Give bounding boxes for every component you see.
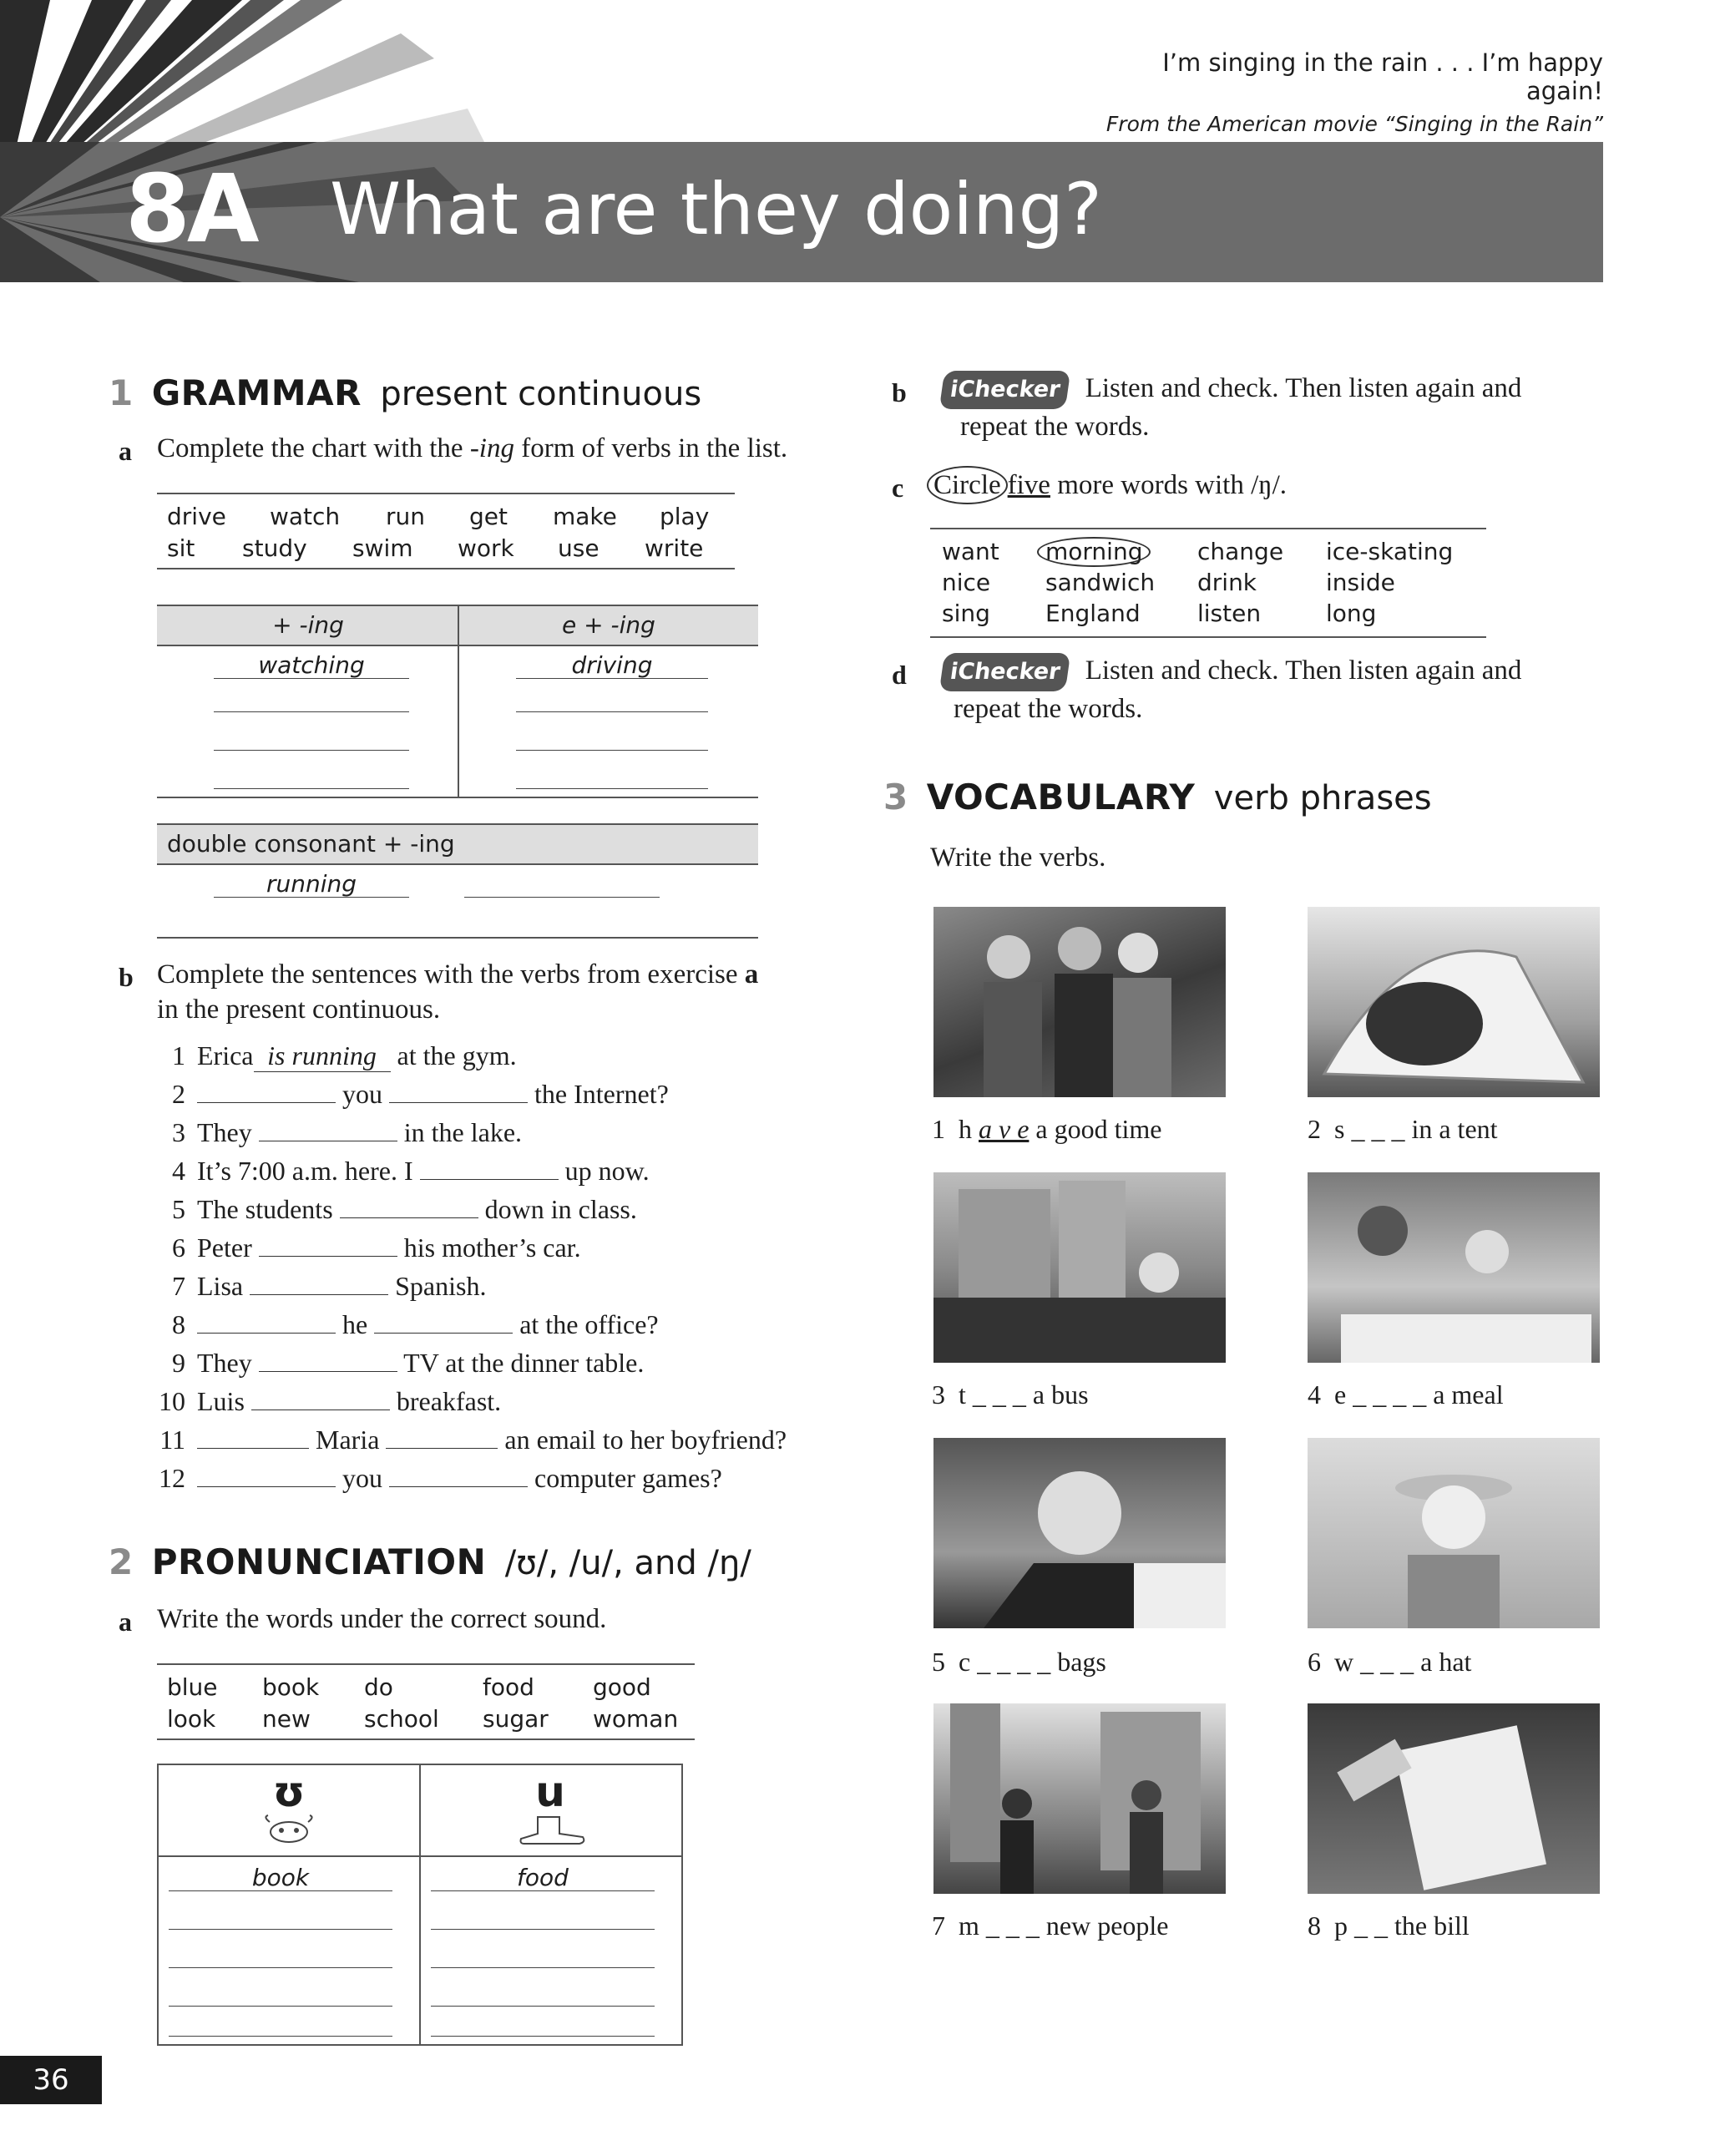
instruction-text: Listen and check. Then listen again and [1085, 373, 1522, 403]
answer-blank[interactable] [197, 1309, 336, 1334]
section-number: 2 [109, 1541, 134, 1582]
item-number: 4 [1308, 1379, 1321, 1409]
word[interactable]: long [1326, 600, 1377, 627]
section-subtitle: /ʊ/, /u/, and /ŋ/ [504, 1544, 751, 1582]
answer-blank[interactable] [259, 1117, 397, 1141]
exercise-letter: b [892, 377, 907, 407]
first-letter: p [1334, 1911, 1348, 1941]
word[interactable]: listen [1197, 600, 1262, 627]
grammar-heading [109, 372, 701, 413]
instruction-text: repeat the words. [954, 694, 1143, 725]
unit-number: 8A [125, 155, 256, 264]
verb-word: study [242, 534, 307, 562]
photo-party [933, 907, 1226, 1097]
answer-blank[interactable] [386, 1425, 498, 1449]
answer-blank[interactable] [389, 1463, 528, 1487]
sentence-text: he [342, 1309, 368, 1339]
answer-line[interactable] [169, 2036, 392, 2037]
vocab-item [1308, 1911, 1470, 1941]
rule [157, 568, 735, 569]
sentence-number: 5 [172, 1194, 185, 1224]
item-number: 5 [932, 1647, 945, 1677]
answer-line[interactable] [169, 2006, 392, 2007]
exercise-instruction: Write the words under the correct sound. [157, 1604, 607, 1634]
sentence-number: 7 [172, 1271, 185, 1301]
verb-word: work [458, 534, 514, 562]
chart-divider [458, 605, 459, 797]
instruction-text: in the present continuous. [157, 994, 441, 1025]
sentence-text: the Internet? [534, 1079, 669, 1109]
vocab-item [1308, 1647, 1471, 1678]
answer-line[interactable] [431, 1890, 655, 1891]
answer-blank[interactable] [389, 1079, 528, 1103]
exercise-instruction: Write the verbs. [930, 843, 1106, 873]
item-number: 1 [932, 1114, 945, 1144]
answer-line[interactable] [516, 711, 708, 712]
answer-blank[interactable] [259, 1232, 397, 1257]
sentence-number: 11 [159, 1425, 185, 1455]
phrase: a hat [1420, 1647, 1472, 1677]
first-letter: m [959, 1911, 979, 1941]
rule [157, 797, 758, 798]
item-number: 8 [1308, 1911, 1321, 1941]
section-subtitle: verb phrases [1213, 779, 1432, 817]
sentence-text: Lisa [197, 1271, 244, 1301]
verb-word: sit [167, 534, 195, 562]
sentence [134, 1040, 517, 1072]
phonetic-symbol: u [535, 1768, 565, 1816]
sentence-number: 9 [172, 1348, 185, 1378]
sentence-text: you [342, 1079, 382, 1109]
ichecker-badge[interactable]: iChecker [939, 371, 1071, 409]
vocab-item [932, 1379, 1089, 1410]
rule [930, 636, 1486, 638]
instruction-text: Complete the chart with the [157, 433, 470, 463]
page-number: 36 [0, 2056, 102, 2104]
first-letter: t [959, 1379, 966, 1409]
vocab-item [932, 1114, 1161, 1145]
section-number: 3 [883, 777, 908, 817]
word[interactable]: want [942, 538, 999, 565]
answer-blank[interactable] [340, 1194, 478, 1218]
phrase: a meal [1433, 1379, 1504, 1409]
answer-blank[interactable] [197, 1463, 336, 1487]
word: do [364, 1673, 393, 1701]
photo-carry-bags [933, 1438, 1226, 1628]
sentence-text: The students [197, 1194, 333, 1224]
sentence [134, 1309, 659, 1340]
item-number: 6 [1308, 1647, 1321, 1677]
double-consonant-label: double consonant + -ing [167, 830, 455, 858]
example-answer: running [266, 870, 357, 898]
item-number: 2 [1308, 1114, 1321, 1144]
sentence [134, 1463, 722, 1494]
exercise-letter: a [119, 436, 132, 466]
section-number: 1 [109, 372, 134, 413]
letter-blanks[interactable]: _ _ _ [972, 1379, 1026, 1409]
sentence-text: an email to her boyfriend? [504, 1425, 787, 1455]
first-letter: c [959, 1647, 971, 1677]
sentence [134, 1271, 486, 1302]
boot-icon [513, 1814, 588, 1847]
example-answer: is running [254, 1040, 391, 1072]
sentence-text: in the lake. [403, 1117, 523, 1147]
first-letter: s [1334, 1114, 1345, 1144]
sentence-number: 8 [172, 1309, 185, 1339]
word-list [167, 1673, 701, 1737]
word[interactable]: nice [942, 569, 991, 596]
sentence-text: Maria [316, 1425, 380, 1455]
sentence [134, 1194, 637, 1225]
answer-line[interactable] [464, 897, 660, 898]
example-answer: watching [258, 651, 365, 679]
item-number: 7 [932, 1911, 945, 1941]
verb-word: drive [167, 503, 226, 530]
sentence-text: computer games? [534, 1463, 722, 1493]
word[interactable]: inside [1326, 569, 1395, 596]
exercise-instruction [927, 466, 1287, 504]
rule [930, 528, 1486, 529]
phonetic-symbol: ʊ [272, 1768, 306, 1816]
sentence-text: Luis [197, 1386, 245, 1416]
letter-blanks[interactable]: _ _ [1354, 1911, 1388, 1941]
epigraph-source: From the American movie “Singing in the Rain” [1105, 112, 1603, 136]
first-letter: e [1334, 1379, 1347, 1409]
sentence-text: Peter [197, 1232, 252, 1263]
sentence-text: at the gym. [397, 1040, 517, 1070]
sentence-text: Spanish. [395, 1271, 487, 1301]
answer-blank[interactable] [197, 1079, 336, 1103]
answer-blank[interactable] [250, 1271, 388, 1295]
sentence-number: 10 [159, 1386, 185, 1416]
rule [157, 493, 735, 494]
rule [157, 1663, 695, 1665]
page-title: What are they doing? [330, 168, 1102, 251]
word: good [593, 1673, 651, 1701]
phrase: in a tent [1411, 1114, 1498, 1144]
sentence-number: 1 [172, 1040, 185, 1070]
vocab-item [932, 1911, 1169, 1941]
section-subtitle: present continuous [380, 375, 702, 413]
instruction-text: more words with /ŋ/. [1050, 470, 1287, 500]
sentence-text: down in class. [484, 1194, 637, 1224]
exercise-letter: c [892, 473, 904, 503]
rule [157, 937, 758, 939]
verb-word: use [558, 534, 600, 562]
vocab-item [1308, 1379, 1504, 1410]
phrase: the bill [1394, 1911, 1470, 1941]
chart-col-head [157, 611, 459, 639]
word: food [483, 1673, 534, 1701]
circled-example-word: morning [1037, 537, 1151, 567]
answer-line[interactable] [431, 1929, 655, 1930]
example-answer: book [251, 1864, 310, 1891]
sound-chart [157, 1764, 683, 2046]
exercise-letter: a [119, 1607, 132, 1637]
sentence-text: breakfast. [396, 1386, 502, 1416]
exercise-instruction [157, 957, 758, 1027]
sentence-text: at the office? [519, 1309, 659, 1339]
word[interactable]: sandwich [1045, 569, 1156, 596]
ichecker-badge[interactable]: iChecker [939, 653, 1071, 691]
phrase: bags [1057, 1647, 1106, 1677]
rule [157, 1738, 695, 1740]
photo-hat [1308, 1438, 1600, 1628]
instruction-text: form of verbs in the list. [514, 433, 788, 463]
photo-meet [933, 1703, 1226, 1894]
sentence-text: TV at the dinner table. [403, 1348, 645, 1378]
instruction-text: Listen and check. Then listen again and [1085, 655, 1522, 686]
letter-blanks[interactable]: _ _ _ _ [977, 1647, 1051, 1677]
word[interactable]: England [1045, 600, 1141, 627]
phrase: a good time [1035, 1114, 1162, 1144]
verb-list [167, 503, 735, 566]
vocab-item [932, 1647, 1106, 1678]
letter-blanks[interactable]: _ _ _ [1351, 1114, 1405, 1144]
answer-line[interactable] [169, 1890, 392, 1891]
epigraph-quote: I’m singing in the rain . . . I’m happy again! [1162, 48, 1603, 105]
sentence-number: 6 [172, 1232, 185, 1263]
instruction-text: Complete the sentences with the verbs from exercise [157, 959, 745, 989]
answer-blank[interactable] [251, 1386, 390, 1410]
exercise-letter: d [892, 660, 907, 690]
letter-blanks[interactable]: _ _ _ [1360, 1647, 1414, 1677]
phrase: new people [1045, 1911, 1169, 1941]
verb-word: watch [270, 503, 341, 530]
section-title: PRONUNCIATION [151, 1541, 487, 1582]
sound-u-long [419, 1770, 681, 1851]
word: blue [167, 1673, 218, 1701]
exercise-letter: b [119, 962, 134, 992]
word[interactable]: ice-skating [1326, 538, 1454, 565]
ng-word-grid [942, 536, 1493, 630]
section-title: GRAMMAR [151, 372, 362, 413]
word: new [262, 1705, 311, 1733]
sentence-number: 2 [172, 1079, 185, 1109]
word: school [364, 1705, 439, 1733]
instruction-emphasis: -ing [469, 433, 514, 463]
col-head-ing: + -ing [272, 611, 344, 639]
verb-word: write [645, 534, 704, 562]
sentence [134, 1156, 650, 1187]
instruction-text: repeat the words. [960, 412, 1150, 443]
answer-line[interactable] [431, 2036, 655, 2037]
sound-u-short [159, 1770, 419, 1851]
sentence [134, 1386, 501, 1417]
word[interactable]: change [1197, 538, 1284, 565]
pronunciation-heading [109, 1541, 751, 1582]
sentence [134, 1232, 581, 1263]
photo-tent [1308, 907, 1600, 1097]
answer-line[interactable] [214, 750, 409, 751]
first-letter: w [1334, 1647, 1354, 1677]
answer-line[interactable] [431, 2006, 655, 2007]
answer-line[interactable] [214, 788, 409, 789]
sentence-text: They [197, 1117, 252, 1147]
photo-bus [933, 1172, 1226, 1363]
verb-word: play [660, 503, 710, 530]
first-letter: h [959, 1114, 972, 1144]
example-answer: a v e [979, 1114, 1030, 1144]
sentence-text: up now. [564, 1156, 650, 1186]
verb-word: swim [352, 534, 413, 562]
sentence-text: They [197, 1348, 252, 1378]
sentence-number: 4 [172, 1156, 185, 1186]
exercise-instruction [157, 431, 787, 466]
word: look [167, 1705, 216, 1733]
answer-line[interactable] [214, 897, 409, 898]
rule [159, 1855, 681, 1857]
answer-blank[interactable] [420, 1156, 559, 1180]
verb-word: get [469, 503, 508, 530]
example-answer: driving [571, 651, 653, 679]
sentence-text: his mother’s car. [403, 1232, 581, 1263]
sentence-text: It’s 7:00 a.m. here. I [197, 1156, 413, 1186]
instruction-emphasis: five [1007, 470, 1050, 500]
answer-line[interactable] [214, 678, 409, 679]
letter-blanks[interactable]: _ _ _ [985, 1911, 1040, 1941]
sentence [134, 1079, 669, 1110]
sentence [134, 1117, 522, 1148]
col-head-e-ing: e + -ing [562, 611, 655, 639]
word[interactable]: sing [942, 600, 990, 627]
item-number: 3 [932, 1379, 945, 1409]
letter-blanks[interactable]: _ _ _ _ [1353, 1379, 1427, 1409]
section-title: VOCABULARY [926, 777, 1196, 817]
photo-meal [1308, 1172, 1600, 1363]
answer-blank[interactable] [374, 1309, 513, 1334]
vocabulary-heading [883, 777, 1432, 817]
sentence [134, 1425, 787, 1455]
circle-word: Circle [927, 466, 1008, 504]
word: sugar [483, 1705, 549, 1733]
sentence-text: Erica [197, 1040, 254, 1070]
answer-line[interactable] [516, 678, 708, 679]
example-answer: food [517, 1864, 569, 1891]
sentence-text: you [342, 1463, 382, 1493]
exercise-instruction [942, 371, 1576, 444]
exercise-instruction [942, 653, 1576, 726]
answer-line[interactable] [169, 1967, 392, 1968]
sentence [134, 1348, 644, 1379]
answer-line[interactable] [169, 1929, 392, 1930]
word[interactable]: drink [1197, 569, 1257, 596]
sentence-number: 3 [172, 1117, 185, 1147]
answer-line[interactable] [516, 788, 708, 789]
bull-icon [260, 1814, 318, 1847]
epigraph [1085, 48, 1603, 136]
photo-bill [1308, 1703, 1600, 1894]
vocab-item [1308, 1114, 1498, 1145]
chart-col-head [458, 611, 760, 639]
answer-line[interactable] [516, 750, 708, 751]
answer-line[interactable] [214, 711, 409, 712]
phrase: a bus [1032, 1379, 1089, 1409]
sentence-number: 12 [159, 1463, 185, 1493]
answer-blank[interactable] [259, 1348, 397, 1372]
verb-word: run [386, 503, 426, 530]
word: woman [593, 1705, 679, 1733]
word: book [262, 1673, 320, 1701]
instruction-emphasis: a [744, 959, 759, 989]
answer-blank[interactable] [197, 1425, 309, 1449]
verb-word: make [553, 503, 617, 530]
answer-line[interactable] [431, 1967, 655, 1968]
